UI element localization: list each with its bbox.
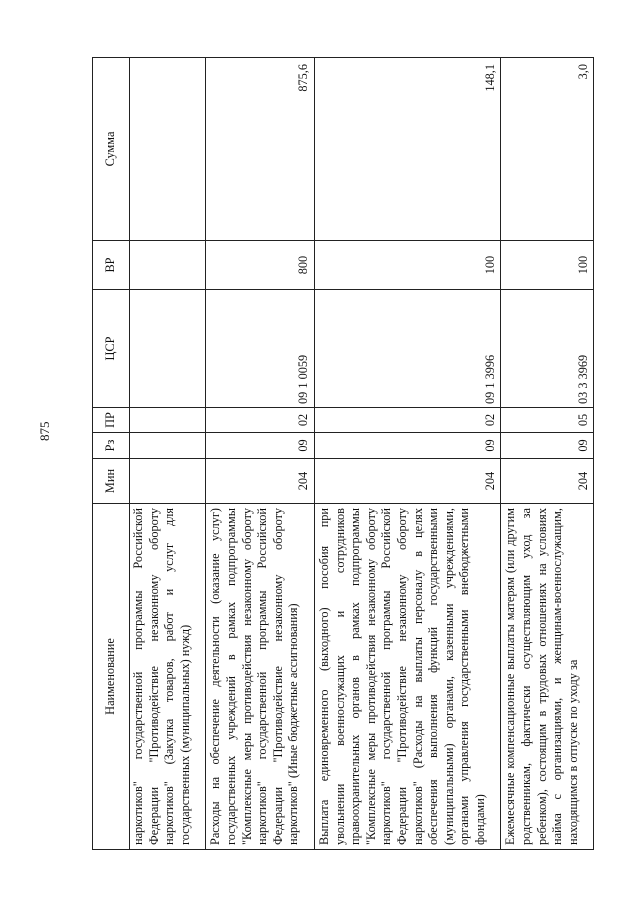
row-min <box>130 459 206 504</box>
header-min: Мин <box>93 459 130 504</box>
table-row <box>314 58 501 850</box>
header-csr: ЦСР <box>93 290 130 408</box>
row-min: 204 <box>314 459 501 504</box>
row-csr: 09 1 0059 <box>206 290 315 408</box>
row-name: наркотиков" государственной программы Российской Федерации "Противодействие незаконному обороту наркотиков" (Закупка товаров, работ и услуг для государственных (муниципальных) нужд) <box>130 504 206 850</box>
budget-table-container <box>92 58 612 850</box>
row-sum: 3,0 <box>501 58 594 241</box>
page-number: 875 <box>37 421 52 441</box>
header-pr: ПР <box>93 408 130 433</box>
header-rz: Рз <box>93 433 130 459</box>
row-vr <box>130 241 206 290</box>
row-rz: 09 <box>206 433 315 459</box>
row-pr: 05 <box>501 408 594 433</box>
row-pr: 02 <box>314 408 501 433</box>
row-name: Расходы на обеспечение деятельности (оказание услуг) государственных учреждений в рамках подпрограммы "Комплексные меры противодействия незаконному обороту наркотиков" государственной программы Российской Федерации "Противодействие незаконному обороту наркотиков" (Иные бюджетные ассигнования) <box>206 504 315 850</box>
row-pr <box>130 408 206 433</box>
row-sum: 875,6 <box>206 58 315 241</box>
row-min: 204 <box>206 459 315 504</box>
header-vr: ВР <box>93 241 130 290</box>
row-sum <box>130 58 206 241</box>
row-rz: 09 <box>501 433 594 459</box>
row-vr: 100 <box>501 241 594 290</box>
row-name: Ежемесячные компенсационные выплаты матерям (или другим родственникам, фактически осуществляющим уход за ребенком), состоящим в трудовых отношениях на условиях найма с организациями, и женщинам-военнослужащим, находящимся в отпуске по уходу за <box>501 504 594 850</box>
row-sum: 148,1 <box>314 58 501 241</box>
row-vr: 800 <box>206 241 315 290</box>
table-header-row <box>93 58 130 850</box>
budget-table <box>92 57 594 850</box>
header-sum: Сумма <box>93 58 130 241</box>
row-rz <box>130 433 206 459</box>
header-name: Наименование <box>93 504 130 850</box>
row-pr: 02 <box>206 408 315 433</box>
row-csr <box>130 290 206 408</box>
table-row <box>206 58 315 850</box>
row-csr: 03 3 3969 <box>501 290 594 408</box>
row-name: Выплата единовременного (выходного) пособия при увольнении военнослужащих и сотрудников правоохранительных органов в рамках подпрограммы "Комплексные меры противодействия незаконному обороту наркотиков" государственной программы Российской Федерации "Противодействие незаконному обороту наркотиков" (Расходы на выплаты персоналу в целях обеспечения выполнения функций государственными (муниципальными) органами, казенными учреждениями, органами управления государственными внебюджетными фондами) <box>314 504 501 850</box>
row-csr: 09 1 3996 <box>314 290 501 408</box>
row-rz: 09 <box>314 433 501 459</box>
row-min: 204 <box>501 459 594 504</box>
row-vr: 100 <box>314 241 501 290</box>
table-row <box>501 58 594 850</box>
table-row <box>130 58 206 850</box>
